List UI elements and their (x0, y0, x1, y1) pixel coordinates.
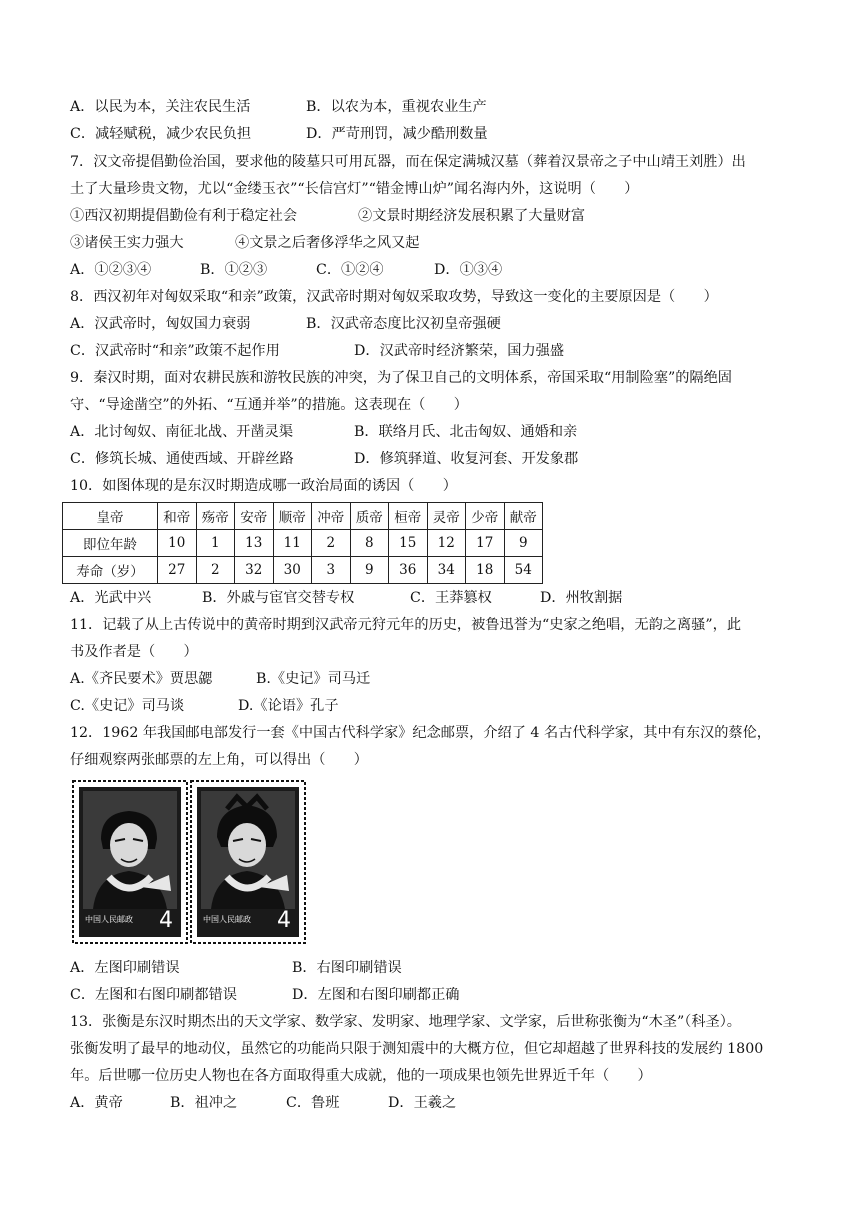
q10-option-d: D．州牧割据 (540, 590, 623, 606)
table-cell: 9 (504, 530, 543, 557)
table-cell: 灵帝 (427, 503, 466, 530)
q6-option-b: B．以农为本，重视农业生产 (306, 99, 487, 115)
table-cell: 冲帝 (312, 503, 351, 530)
table-cell: 3 (312, 557, 351, 584)
q7-option-c: C．①②④ (316, 262, 384, 278)
q7-statement-1: ①西汉初期提倡勤俭有利于稳定社会 (70, 208, 298, 224)
q8-option-b: B．汉武帝态度比汉初皇帝强硬 (306, 316, 501, 332)
table-cell: 质帝 (350, 503, 389, 530)
table-cell: 10 (158, 530, 197, 557)
table-cell: 30 (273, 557, 312, 584)
q11-stem-line2: 书及作者是（ ） (70, 644, 198, 660)
table-cell: 36 (389, 557, 428, 584)
table-cell: 安帝 (235, 503, 274, 530)
q8-option-c: C．汉武帝时“和亲”政策不起作用 (70, 343, 280, 359)
q13-option-b: B．祖冲之 (170, 1095, 238, 1111)
q13-stem-line1: 13．张衡是东汉时期杰出的天文学家、数学家、发明家、地理学家、文学家，后世称张衡为“木圣”（科圣）。 (70, 1014, 741, 1030)
q7-stem-line2: 土了大量珍贵文物，尤以“金缕玉衣”“长信宫灯”“错金博山炉”闻名海内外，这说明（ ） (70, 181, 639, 197)
q9-option-a: A．北讨匈奴、南征北战、开凿灵渠 (70, 424, 294, 440)
q13-stem-line2: 张衡发明了最早的地动仪，虽然它的功能尚只限于测知震中的大概方位，但它却超越了世界科技的发展约 1800 (70, 1041, 764, 1057)
table-cell: 18 (466, 557, 505, 584)
table-cell: 和帝 (158, 503, 197, 530)
table-cell: 顺帝 (273, 503, 312, 530)
q13-option-d: D．王羲之 (388, 1095, 457, 1111)
q6-option-c: C．减轻赋税，减少农民负担 (70, 126, 252, 142)
q9-option-d: D．修筑驿道、收复河套、开发象郡 (354, 451, 579, 467)
q13-stem-line3: 年。后世哪一位历史人物也在各方面取得重大成就，他的一项成果也领先世界近千年（ ） (70, 1068, 652, 1084)
table-cell: 17 (466, 530, 505, 557)
q9-stem-line2: 守、“导途凿空”的外拓、“互通并举”的措施。这表现在（ ） (70, 397, 468, 413)
q11-option-b: B.《史记》司马迁 (256, 671, 371, 687)
table-cell: 32 (235, 557, 274, 584)
right-stamp (191, 781, 305, 943)
q10-option-b: B．外戚与宦官交替专权 (202, 590, 355, 606)
q9-option-b: B．联络月氏、北击匈奴、通婚和亲 (354, 424, 578, 440)
q7-stem-line1: 7．汉文帝提倡勤俭治国，要求他的陵墓只可用瓦器，而在保定满城汉墓（葬着汉景帝之子中山靖王刘胜）出 (70, 154, 746, 170)
right-stamp-value: 4 (277, 908, 291, 933)
q12-option-c: C．左图和右图印刷都错误 (70, 987, 237, 1003)
q6-option-d: D．严苛刑罚，减少酷刑数量 (306, 126, 488, 142)
table-header-row (63, 503, 543, 530)
q10-stem: 10．如图体现的是东汉时期造成哪一政治局面的诱因（ ） (70, 478, 457, 494)
q11-stem-line1: 11．记载了从上古传说中的黄帝时期到汉武帝元狩元年的历史，被鲁迅誉为“史家之绝唱，无韵之离骚”，此 (70, 617, 742, 633)
left-stamp (73, 781, 187, 943)
emperor-table (62, 502, 543, 584)
table-cell: 9 (350, 557, 389, 584)
q8-option-a: A．汉武帝时，匈奴国力衰弱 (70, 316, 251, 332)
q6-option-a: A．以民为本，关注农民生活 (70, 99, 251, 115)
table-cell: 2 (312, 530, 351, 557)
table-cell: 27 (158, 557, 197, 584)
stamps-image (71, 779, 307, 945)
q9-stem-line1: 9．秦汉时期，面对农耕民族和游牧民族的冲突，为了保卫自己的文明体系，帝国采取“用制险塞”的隔绝固 (70, 370, 732, 386)
table-cell: 少帝 (466, 503, 505, 530)
q7-statement-3: ③诸侯王实力强大 (70, 235, 184, 251)
table-cell: 54 (504, 557, 543, 584)
table-cell: 13 (235, 530, 274, 557)
left-stamp-value: 4 (159, 908, 173, 933)
q12-option-a: A．左图印刷错误 (70, 960, 180, 976)
table-cell: 2 (196, 557, 235, 584)
q9-option-c: C．修筑长城、通使西域、开辟丝路 (70, 451, 294, 467)
table-cell: 1 (196, 530, 235, 557)
q7-statement-2: ②文景时期经济发展积累了大量财富 (358, 208, 586, 224)
q12-option-b: B．右图印刷错误 (292, 960, 402, 976)
table-cell: 8 (350, 530, 389, 557)
table-cell: 即位年龄 (63, 530, 158, 557)
q13-option-a: A．黄帝 (70, 1095, 123, 1111)
q7-option-b: B．①②③ (200, 262, 268, 278)
q11-option-d: D.《论语》孔子 (238, 698, 339, 714)
table-cell: 15 (389, 530, 428, 557)
table-row (63, 557, 543, 584)
table-cell: 桓帝 (389, 503, 428, 530)
q7-option-a: A．①②③④ (70, 262, 152, 278)
table-row (63, 530, 543, 557)
table-cell: 12 (427, 530, 466, 557)
left-stamp-label: 中国人民邮政 (85, 915, 133, 924)
q13-option-c: C．鲁班 (286, 1095, 340, 1111)
table-cell: 献帝 (504, 503, 543, 530)
right-stamp-label: 中国人民邮政 (203, 915, 251, 924)
q8-option-d: D．汉武帝时经济繁荣，国力强盛 (354, 343, 565, 359)
table-cell: 皇帝 (63, 503, 158, 530)
q7-option-d: D．①③④ (434, 262, 503, 278)
q11-option-c: C.《史记》司马谈 (70, 698, 185, 714)
q8-stem: 8．西汉初年对匈奴采取“和亲”政策，汉武帝时期对匈奴采取攻势，导致这一变化的主要原因是（ ） (70, 289, 718, 305)
table-cell: 11 (273, 530, 312, 557)
q10-option-a: A．光武中兴 (70, 590, 152, 606)
q11-option-a: A.《齐民要术》贾思勰 (70, 671, 213, 687)
q10-option-c: C．王莽篡权 (410, 590, 492, 606)
table-cell: 殇帝 (196, 503, 235, 530)
table-cell: 34 (427, 557, 466, 584)
q12-option-d: D．左图和右图印刷都正确 (292, 987, 460, 1003)
table-cell: 寿命（岁） (63, 557, 158, 584)
q12-stem-line1: 12．1962 年我国邮电部发行一套《中国古代科学家》纪念邮票，介绍了 4 名古代科学家，其中有东汉的蔡伦， (70, 725, 771, 741)
q7-statement-4: ④文景之后奢侈浮华之风又起 (235, 235, 420, 251)
q12-stem-line2: 仔细观察两张邮票的左上角，可以得出（ ） (70, 752, 368, 768)
